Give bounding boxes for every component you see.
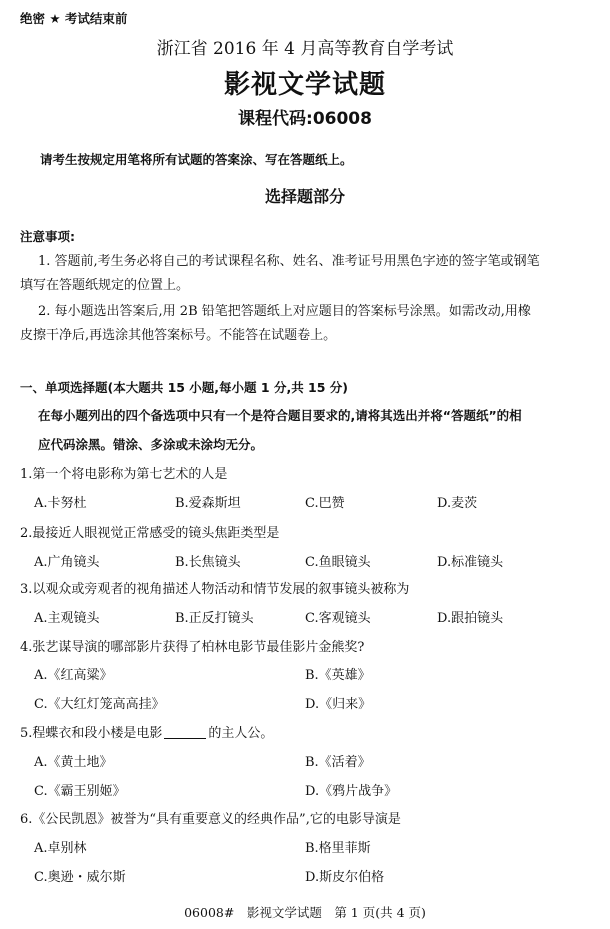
question-2-option-a: A.广角镜头 — [34, 555, 100, 570]
note-item-1-line-1: 1. 答题前,考生务必将自己的考试课程名称、姓名、准考证号用黑色字迹的签字笔或钢笔 — [38, 254, 540, 269]
question-1-option-a: A.卡努杜 — [34, 496, 87, 511]
question-1-option-b: B.爱森斯坦 — [175, 496, 241, 511]
part1-instruction-line-2: 应代码涂黑。错涂、多涂或未涂均无分。 — [38, 437, 264, 452]
question-2-option-d: D.标准镜头 — [437, 555, 504, 570]
part1-heading: 一、单项选择题(本大题共 15 小题,每小题 1 分,共 15 分) — [20, 380, 349, 395]
note-item-2-line-1: 2. 每小题选出答案后,用 2B 铅笔把答题纸上对应题目的答案标号涂黑。如需改动,用橡 — [38, 304, 531, 319]
question-5-stem-before: 5.程蝶衣和段小楼是电影 — [20, 726, 163, 741]
question-3-option-a: A.主观镜头 — [34, 611, 100, 626]
page-footer: 06008# 影视文学试题 第 1 页(共 4 页) — [184, 905, 426, 920]
question-6-option-c: C.奥逊・威尔斯 — [34, 870, 126, 885]
exam-title: 浙江省 2016 年 4 月高等教育自学考试 — [156, 39, 454, 59]
question-4-option-a: A.《红高粱》 — [34, 668, 113, 683]
question-1-option-c: C.巴赞 — [305, 496, 345, 511]
answer-blank — [164, 726, 206, 739]
question-6-option-b: B.格里菲斯 — [305, 841, 371, 856]
section-title: 选择题部分 — [264, 187, 345, 206]
question-3-stem: 3.以观众或旁观者的视角描述人物活动和情节发展的叙事镜头被称为 — [20, 582, 410, 597]
question-5-stem-after: 的主人公。 — [208, 726, 274, 741]
question-4-option-b: B.《英雄》 — [305, 668, 371, 683]
question-4-stem: 4.张艺谋导演的哪部影片获得了柏林电影节最佳影片金熊奖? — [20, 640, 365, 655]
note-item-1-line-2: 填写在答题纸规定的位置上。 — [20, 278, 190, 293]
question-6-option-d: D.斯皮尔伯格 — [305, 870, 385, 885]
question-4-option-d: D.《归来》 — [305, 697, 372, 712]
question-5-option-a: A.《黄土地》 — [34, 755, 113, 770]
notes-heading: 注意事项: — [20, 229, 75, 244]
question-1-option-d: D.麦茨 — [437, 496, 478, 511]
question-1-stem: 1.第一个将电影称为第七艺术的人是 — [20, 467, 228, 482]
question-2-stem: 2.最接近人眼视觉正常感受的镜头焦距类型是 — [20, 526, 280, 541]
question-2-option-c: C.鱼眼镜头 — [305, 555, 371, 570]
question-5-option-d: D.《鸦片战争》 — [305, 784, 398, 799]
question-5-stem — [20, 722, 273, 741]
question-4-option-c: C.《大红灯笼高高挂》 — [34, 697, 165, 712]
part1-instruction-line-1: 在每小题列出的四个备选项中只有一个是符合题目要求的,请将其选出并将“答题纸”的相 — [38, 408, 522, 423]
question-3-option-b: B.正反打镜头 — [175, 611, 254, 626]
question-5-option-b: B.《活着》 — [305, 755, 371, 770]
question-6-stem: 6.《公民凯恩》被誉为“具有重要意义的经典作品”,它的电影导演是 — [20, 812, 401, 827]
note-item-2-line-2: 皮擦干净后,再选涂其他答案标号。不能答在试题卷上。 — [20, 328, 337, 343]
question-2-option-b: B.长焦镜头 — [175, 555, 241, 570]
main-instruction: 请考生按规定用笔将所有试题的答案涂、写在答题纸上。 — [40, 152, 353, 167]
question-5-option-c: C.《霸王别姬》 — [34, 784, 126, 799]
question-3-option-d: D.跟拍镜头 — [437, 611, 504, 626]
question-6-option-a: A.卓别林 — [34, 841, 87, 856]
course-code: 课程代码:06008 — [238, 109, 372, 129]
secret-label: 绝密 ★ 考试结束前 — [20, 11, 128, 26]
question-3-option-c: C.客观镜头 — [305, 611, 371, 626]
subject-title: 影视文学试题 — [223, 70, 386, 100]
